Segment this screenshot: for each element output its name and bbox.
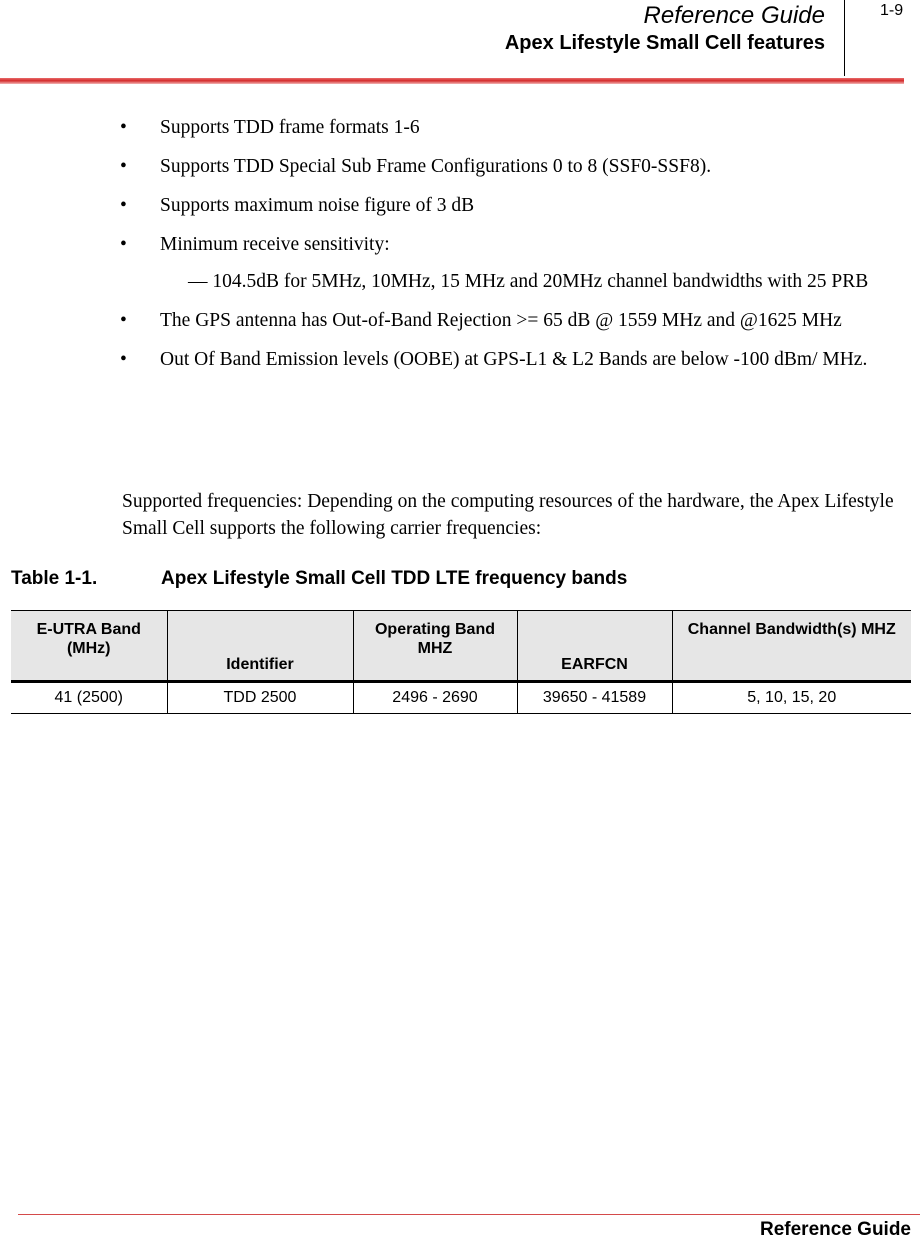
list-item — [120, 114, 912, 141]
table-caption — [11, 568, 627, 590]
list-item — [120, 153, 912, 180]
page-header — [505, 2, 825, 56]
table-cell: 2496 - 2690 — [353, 682, 517, 714]
page-number: 1-9 — [880, 2, 904, 19]
table-header-row — [11, 611, 911, 682]
header-guide-title: Reference Guide — [643, 2, 825, 29]
bullet-glyph: • — [120, 234, 127, 255]
column-header: Identifier — [167, 611, 353, 682]
bullet-glyph: • — [120, 310, 127, 331]
bullet-glyph: • — [120, 156, 127, 177]
header-section-title: Apex Lifestyle Small Cell features — [504, 32, 825, 54]
list-item — [120, 231, 912, 258]
list-item-text: The GPS antenna has Out-of-Band Rejection >= 65 dB @ 1559 MHz and @1625 MHz — [160, 310, 842, 331]
table-caption-number: Table 1-1. — [11, 568, 98, 589]
list-item-text: Supports TDD frame formats 1-6 — [160, 117, 420, 138]
list-item — [120, 346, 912, 373]
sub-list-item: — 104.5dB for 5MHz, 10MHz, 15 MHz and 20MHz channel bandwidths with 25 PRB — [188, 271, 869, 292]
table-cell: TDD 2500 — [167, 682, 353, 714]
list-item-text: Supports maximum noise figure of 3 dB — [160, 195, 475, 216]
frequency-bands-table — [11, 610, 911, 714]
column-header: EARFCN — [517, 611, 672, 682]
list-item-text: Out Of Band Emission levels (OOBE) at GPS-L1 & L2 Bands are below -100 dBm/ MHz. — [160, 349, 868, 370]
header-rule — [0, 78, 904, 84]
list-item — [120, 307, 912, 334]
column-header: E-UTRA Band (MHz) — [11, 611, 167, 682]
bullet-glyph: • — [120, 117, 127, 138]
bullet-glyph: • — [120, 195, 127, 216]
list-item-text: Minimum receive sensitivity: — [160, 234, 390, 255]
list-item — [120, 192, 912, 219]
supported-frequencies-paragraph: Supported frequencies: Depending on the computing resources of the hardware, the Apex Lifestyle Small Cell supports the following carrier frequencies: — [122, 491, 894, 539]
table-row — [11, 682, 911, 714]
footer-text: Reference Guide — [760, 1219, 911, 1240]
table-cell: 41 (2500) — [11, 682, 167, 714]
table-cell: 39650 - 41589 — [517, 682, 672, 714]
column-header: Operating Band MHZ — [353, 611, 517, 682]
header-divider — [844, 0, 845, 76]
footer-rule — [18, 1214, 920, 1215]
bullet-glyph: • — [120, 349, 127, 370]
table-cell: 5, 10, 15, 20 — [672, 682, 911, 714]
column-header: Channel Bandwidth(s) MHZ — [672, 611, 911, 682]
list-item-text: Supports TDD Special Sub Frame Configurations 0 to 8 (SSF0-SSF8). — [160, 156, 712, 177]
feature-list — [120, 114, 912, 385]
table-caption-title: Apex Lifestyle Small Cell TDD LTE frequency bands — [161, 568, 628, 589]
